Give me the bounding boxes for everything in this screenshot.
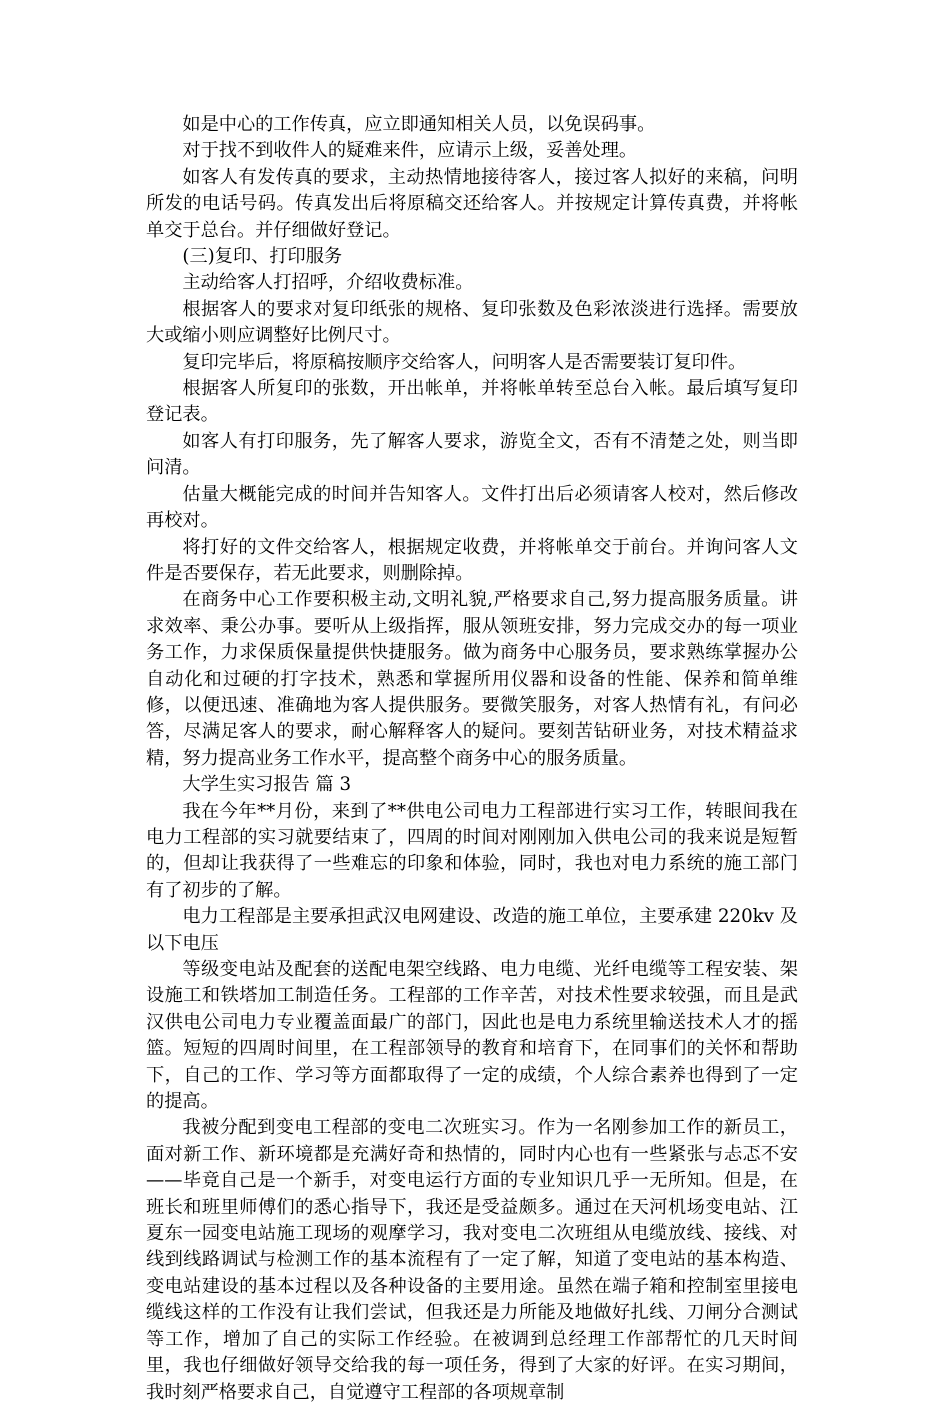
paragraph: 根据客人的要求对复印纸张的规格、复印张数及色彩浓淡进行选择。需要放大或缩小则应调整好比例尺寸。	[146, 298, 798, 347]
paragraph: 估量大概能完成的时间并告知客人。文件打出后必须请客人校对，然后修改再校对。	[146, 483, 798, 532]
paragraph: 将打好的文件交给客人，根据规定收费，并将帐单交于前台。并询问客人文件是否要保存，若无此要求，则删除掉。	[146, 536, 798, 584]
section-heading: (三)复印、打印服务	[182, 246, 343, 268]
paragraph: 我被分配到变电工程部的变电二次班实习。作为一名刚参加工作的新员工，面对新工作、新环境都是充满好奇和热情的，同时内心也有一些紧张与忐忑不安——毕竟自己是一个新手，对变电运行方面的专业知识几乎一无所知。但是，在班长和班里师傅们的悉心指导下，我还是受益颇多。通过在天河机场变电站、江夏东一园变电站施工现场的观摩学习，我对变电二次班组从电缆放线、接线、对线到线路调试与检测工作的基本流程有了一定了解，知道了变电站的基本构造、变电站建设的基本过程以及各种设备的主要用途。虽然在端子箱和控制室里接电缆线这样的工作没有让我们尝试，但我还是力所能及地做好扎线、刀闸分合测试等工作，增加了自己的实际工作经验。在被调到总经理工作部帮忙的几天时间里，我也仔细做好领导交给我的每一项任务，得到了大家的好评。在实习期间，我时刻严格要求自己，自觉遵守工程部的各项规章制	[146, 1117, 798, 1403]
paragraph: 等级变电站及配套的送配电架空线路、电力电缆、光纤电缆等工程安装、架设施工和铁塔加工制造任务。工程部的工作辛苦，对技术性要求较强，而且是武汉供电公司电力专业覆盖面最广的部门，因此也是电力系统里输送技术人才的摇篮。短短的四周时间里，在工程部领导的教育和培育下，在同事们的关怀和帮助下，自己的工作、学习等方面都取得了一定的成绩，个人综合素养也得到了一定的提高。	[146, 959, 798, 1113]
paragraph: 对于找不到收件人的疑难来件，应请示上级，妥善处理。	[182, 140, 638, 162]
document-page	[146, 112, 798, 1406]
paragraph: 电力工程部是主要承担武汉电网建设、改造的施工单位，主要承建 220kv 及以下电压	[146, 906, 798, 954]
paragraph: 如是中心的工作传真，应立即通知相关人员，以免误码事。	[182, 114, 656, 135]
paragraph: 如客人有发传真的要求，主动热情地接待客人，接过客人拟好的来稿，问明所发的电话号码。传真发出后将原稿交还给客人。并按规定计算传真费，并将帐单交于总台。并仔细做好登记。	[146, 166, 798, 241]
paragraph: 主动给客人打招呼，介绍收费标准。	[182, 272, 474, 294]
section-heading: 大学生实习报告 篇 3	[182, 774, 352, 796]
paragraph: 我在今年**月份，来到了**供电公司电力工程部进行实习工作，转眼间我在电力工程部的实习就要结束了，四周的时间对刚刚加入供电公司的我来说是短暂的，但却让我获得了一些难忘的印象和体验，同时，我也对电力系统的施工部门有了初步的了解。	[146, 800, 798, 901]
paragraph: 在商务中心工作要积极主动,文明礼貌,严格要求自己,努力提高服务质量。讲求效率、秉公办事。要听从上级指挥，服从领班安排，努力完成交办的每一项业务工作，力求保质保量提供快捷服务。做为商务中心服务员，要求熟练掌握办公自动化和过硬的打字技术，熟悉和掌握所用仪器和设备的性能、保养和简单维修，以便迅速、准确地为客人提供服务。要微笑服务，对客人热情有礼，有问必答，尽满足客人的要求，耐心解释客人的疑问。要刻苦钻研业务，对技术精益求精，努力提高业务工作水平，提高整个商务中心的服务质量。	[146, 589, 798, 769]
paragraph: 复印完毕后，将原稿按顺序交给客人，问明客人是否需要装订复印件。	[182, 351, 747, 373]
paragraph: 如客人有打印服务，先了解客人要求，游览全文，否有不清楚之处，则当即问清。	[146, 430, 798, 479]
paragraph: 根据客人所复印的张数，开出帐单，并将帐单转至总台入帐。最后填写复印登记表。	[146, 378, 798, 426]
